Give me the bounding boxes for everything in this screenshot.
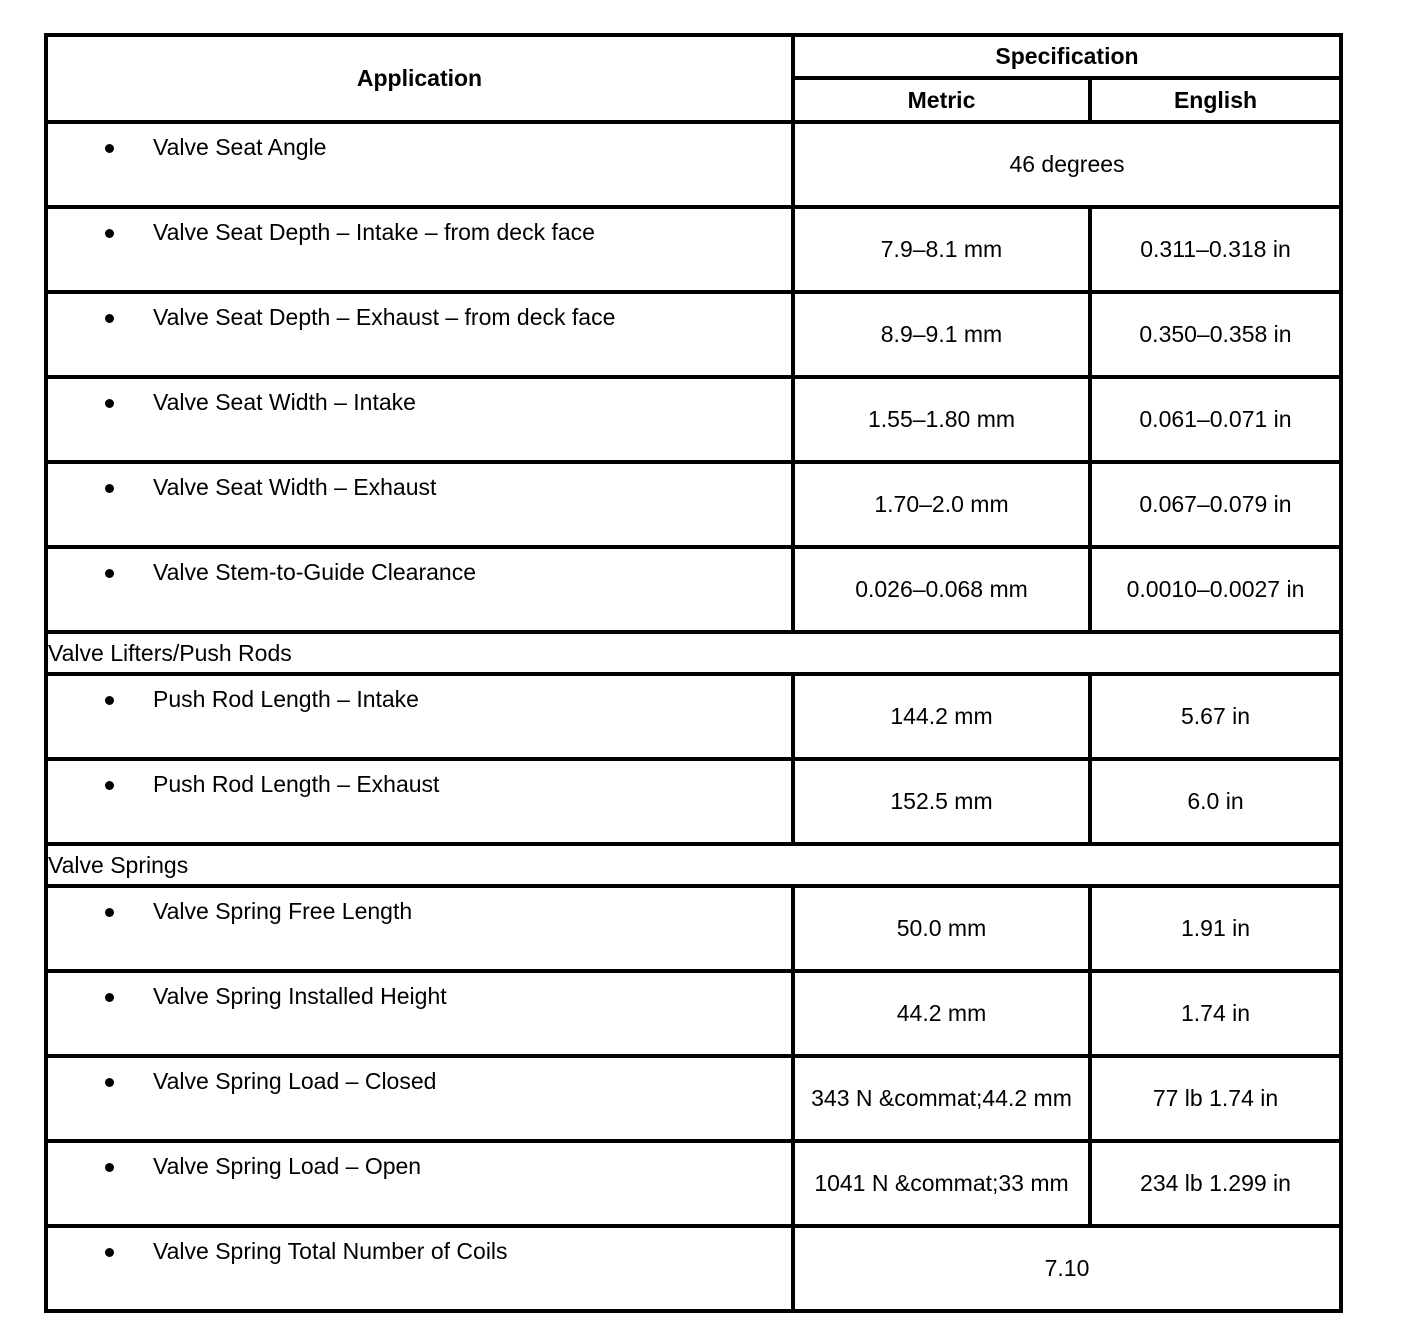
table-row — [46, 886, 1341, 971]
bullet-icon — [105, 569, 114, 578]
application-cell — [46, 462, 793, 547]
application-label: Valve Stem-to-Guide Clearance — [153, 559, 476, 585]
table-row — [46, 377, 1341, 462]
application-cell — [46, 759, 793, 844]
metric-value-cell: 1.55–1.80 mm — [793, 377, 1090, 462]
application-cell — [46, 674, 793, 759]
section-title: Valve Springs — [46, 844, 1341, 886]
valve-spec-table — [44, 33, 1343, 1313]
application-label: Push Rod Length – Exhaust — [153, 771, 440, 797]
metric-value-cell: 152.5 mm — [793, 759, 1090, 844]
table-row — [46, 1056, 1341, 1141]
application-label: Valve Spring Total Number of Coils — [153, 1238, 508, 1264]
table-row — [46, 971, 1341, 1056]
combined-value-cell: 46 degrees — [793, 122, 1341, 207]
table-body — [46, 122, 1341, 1311]
bullet-icon — [105, 144, 114, 153]
application-cell — [46, 207, 793, 292]
english-value-cell: 0.311–0.318 in — [1090, 207, 1341, 292]
metric-value-cell: 7.9–8.1 mm — [793, 207, 1090, 292]
bullet-icon — [105, 1163, 114, 1172]
table-row — [46, 292, 1341, 377]
english-header: English — [1090, 78, 1341, 122]
application-label: Valve Seat Angle — [153, 134, 327, 160]
english-value-cell: 0.067–0.079 in — [1090, 462, 1341, 547]
application-label: Valve Spring Load – Closed — [153, 1068, 437, 1094]
application-cell — [46, 1141, 793, 1226]
table-row — [46, 207, 1341, 292]
table-row — [46, 122, 1341, 207]
bullet-icon — [105, 484, 114, 493]
bullet-icon — [105, 229, 114, 238]
application-label: Valve Seat Depth – Exhaust – from deck face — [153, 304, 616, 330]
metric-value-cell: 1041 N &commat;33 mm — [793, 1141, 1090, 1226]
table-row — [46, 547, 1341, 632]
english-value-cell: 0.061–0.071 in — [1090, 377, 1341, 462]
metric-header: Metric — [793, 78, 1090, 122]
english-value-cell: 1.74 in — [1090, 971, 1341, 1056]
application-label: Push Rod Length – Intake — [153, 686, 419, 712]
bullet-icon — [105, 1078, 114, 1087]
application-label: Valve Spring Load – Open — [153, 1153, 422, 1179]
metric-value-cell: 343 N &commat;44.2 mm — [793, 1056, 1090, 1141]
metric-value-cell: 1.70–2.0 mm — [793, 462, 1090, 547]
application-label: Valve Spring Free Length — [153, 898, 413, 924]
english-value-cell: 5.67 in — [1090, 674, 1341, 759]
bullet-icon — [105, 781, 114, 790]
table-row — [46, 462, 1341, 547]
application-cell — [46, 547, 793, 632]
application-cell — [46, 122, 793, 207]
bullet-icon — [105, 399, 114, 408]
bullet-icon — [105, 1248, 114, 1257]
application-cell — [46, 1056, 793, 1141]
bullet-icon — [105, 314, 114, 323]
metric-value-cell: 50.0 mm — [793, 886, 1090, 971]
bullet-icon — [105, 696, 114, 705]
english-value-cell: 0.350–0.358 in — [1090, 292, 1341, 377]
application-cell — [46, 971, 793, 1056]
english-value-cell: 0.0010–0.0027 in — [1090, 547, 1341, 632]
specification-header: Specification — [793, 35, 1341, 78]
bullet-icon — [105, 993, 114, 1002]
metric-value-cell: 8.9–9.1 mm — [793, 292, 1090, 377]
application-cell — [46, 377, 793, 462]
section-title: Valve Lifters/Push Rods — [46, 632, 1341, 674]
table-row — [46, 759, 1341, 844]
metric-value-cell: 44.2 mm — [793, 971, 1090, 1056]
bullet-icon — [105, 908, 114, 917]
application-cell — [46, 1226, 793, 1311]
english-value-cell: 6.0 in — [1090, 759, 1341, 844]
application-label: Valve Seat Width – Exhaust — [153, 474, 437, 500]
application-label: Valve Spring Installed Height — [153, 983, 447, 1009]
table-header-row — [46, 35, 1341, 78]
application-header: Application — [46, 35, 793, 122]
table-row — [46, 1226, 1341, 1311]
table-row — [46, 1141, 1341, 1226]
application-cell — [46, 886, 793, 971]
application-cell — [46, 292, 793, 377]
section-row — [46, 632, 1341, 674]
english-value-cell: 77 lb 1.74 in — [1090, 1056, 1341, 1141]
application-label: Valve Seat Depth – Intake – from deck face — [153, 219, 595, 245]
english-value-cell: 1.91 in — [1090, 886, 1341, 971]
metric-value-cell: 144.2 mm — [793, 674, 1090, 759]
english-value-cell: 234 lb 1.299 in — [1090, 1141, 1341, 1226]
combined-value-cell: 7.10 — [793, 1226, 1341, 1311]
metric-value-cell: 0.026–0.068 mm — [793, 547, 1090, 632]
section-row — [46, 844, 1341, 886]
application-label: Valve Seat Width – Intake — [153, 389, 416, 415]
table-row — [46, 674, 1341, 759]
